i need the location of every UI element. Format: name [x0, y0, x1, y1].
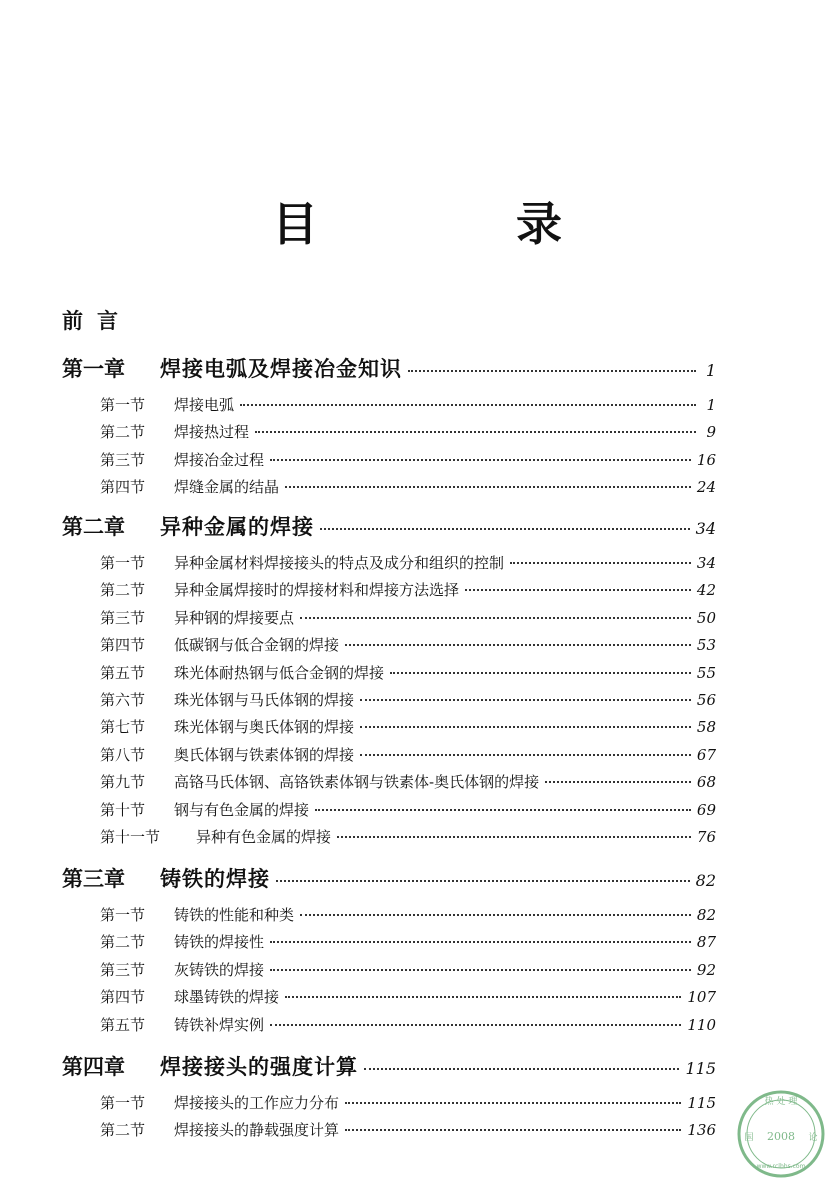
dot-leader: [465, 589, 691, 591]
page-number: 87: [696, 933, 716, 951]
section-entry[interactable]: [100, 476, 716, 498]
page-number: 76: [696, 828, 716, 846]
dot-leader: [300, 914, 691, 916]
dot-leader: [408, 370, 696, 372]
section-number: 第二节: [100, 933, 146, 951]
section-entry[interactable]: [100, 771, 716, 793]
section-title: 珠光体耐热钢与低合金钢的焊接: [174, 664, 385, 682]
svg-text:论: 论: [808, 1133, 818, 1143]
page-number: 82: [696, 906, 716, 924]
section-title: 奥氏体钢与铁素体钢的焊接: [174, 746, 355, 764]
chapter-title: 焊接接头的强度计算: [160, 1055, 358, 1079]
dot-leader: [510, 562, 691, 564]
dot-leader: [345, 1129, 681, 1131]
dot-leader: [320, 528, 690, 530]
section-entry[interactable]: [100, 607, 716, 629]
section-title: 焊接热过程: [174, 423, 250, 441]
page-title: 目 录: [272, 197, 638, 251]
svg-text:www.rclbbs.com: www.rclbbs.com: [756, 1163, 806, 1170]
chapter-number: 第二章: [62, 515, 125, 539]
dot-leader: [545, 781, 691, 783]
section-entry[interactable]: [100, 904, 716, 926]
section-number: 第三节: [100, 609, 146, 627]
section-title: 焊接接头的工作应力分布: [174, 1094, 340, 1112]
chapter-title: 铸铁的焊接: [160, 867, 270, 891]
page-number: 34: [696, 554, 716, 572]
page-number: 115: [685, 1059, 716, 1078]
chapter-number: 第三章: [62, 867, 125, 891]
section-entry[interactable]: [100, 689, 716, 711]
page-number: 55: [696, 664, 716, 682]
dot-leader: [285, 486, 691, 488]
section-number: 第四节: [100, 988, 146, 1006]
dot-leader: [270, 1024, 681, 1026]
section-number: 第一节: [100, 906, 146, 924]
section-title: 珠光体钢与马氏体钢的焊接: [174, 691, 355, 709]
dot-leader: [270, 459, 691, 461]
section-entry[interactable]: [100, 394, 716, 416]
page-number: 68: [696, 773, 716, 791]
page-number: 1: [706, 396, 716, 414]
section-number: 第一节: [100, 1094, 146, 1112]
page-number: 92: [696, 961, 716, 979]
page-number: 50: [696, 609, 716, 627]
dot-leader: [270, 969, 691, 971]
section-entry[interactable]: [100, 716, 716, 738]
dot-leader: [255, 431, 696, 433]
section-entry[interactable]: [100, 579, 716, 601]
section-title: 焊接冶金过程: [174, 451, 265, 469]
section-title: 焊接接头的静载强度计算: [174, 1121, 340, 1139]
page-number: 107: [687, 988, 716, 1006]
section-title: 铸铁的性能和种类: [174, 906, 295, 924]
svg-text:热 处 理: 热 处 理: [764, 1097, 798, 1107]
dot-leader: [315, 809, 691, 811]
section-number: 第二节: [100, 423, 146, 441]
svg-text:2008: 2008: [767, 1130, 795, 1143]
section-title: 珠光体钢与奥氏体钢的焊接: [174, 718, 355, 736]
dot-leader: [360, 726, 691, 728]
section-number: 第七节: [100, 718, 146, 736]
section-entry[interactable]: [100, 931, 716, 953]
section-entry[interactable]: [100, 421, 716, 443]
page-number: 115: [687, 1094, 716, 1112]
section-title: 铸铁的焊接性: [174, 933, 265, 951]
dot-leader: [240, 404, 696, 406]
dot-leader: [276, 880, 690, 882]
section-number: 第一节: [100, 396, 146, 414]
chapter-entry[interactable]: [62, 354, 716, 386]
section-title: 异种有色金属的焊接: [196, 828, 332, 846]
section-entry[interactable]: [100, 986, 716, 1008]
page-number: 24: [696, 478, 716, 496]
section-number: 第二节: [100, 581, 146, 599]
section-entry[interactable]: [100, 826, 716, 848]
section-number: 第六节: [100, 691, 146, 709]
section-number: 第十一节: [100, 828, 161, 846]
chapter-title: 焊接电弧及焊接冶金知识: [160, 357, 402, 381]
page-number: 34: [695, 519, 716, 538]
page-number: 136: [687, 1121, 716, 1139]
section-title: 焊缝金属的结晶: [174, 478, 280, 496]
dot-leader: [360, 754, 691, 756]
section-number: 第八节: [100, 746, 146, 764]
dot-leader: [345, 644, 691, 646]
dot-leader: [364, 1068, 679, 1070]
dot-leader: [285, 996, 681, 998]
chapter-entry[interactable]: [62, 1052, 716, 1084]
section-number: 第三节: [100, 451, 146, 469]
section-entry[interactable]: [100, 552, 716, 574]
page-number: 16: [696, 451, 716, 469]
section-entry[interactable]: [100, 449, 716, 471]
page-number: 82: [695, 871, 716, 890]
page-number: 67: [696, 746, 716, 764]
dot-leader: [345, 1102, 681, 1104]
page-number: 56: [696, 691, 716, 709]
section-title: 球墨铸铁的焊接: [174, 988, 280, 1006]
dot-leader: [270, 941, 691, 943]
section-entry[interactable]: [100, 1092, 716, 1114]
dot-leader: [300, 617, 691, 619]
chapter-title: 异种金属的焊接: [160, 515, 314, 539]
forum-watermark-stamp: [735, 1082, 827, 1190]
section-title: 铸铁补焊实例: [174, 1016, 265, 1034]
page-number: 58: [696, 718, 716, 736]
chapter-number: 第一章: [62, 357, 125, 381]
section-entry[interactable]: [100, 744, 716, 766]
section-title: 异种金属材料焊接接头的特点及成分和组织的控制: [174, 554, 505, 572]
section-number: 第五节: [100, 664, 146, 682]
preface-entry: 前言: [62, 309, 132, 333]
section-entry[interactable]: [100, 1014, 716, 1036]
section-number: 第二节: [100, 1121, 146, 1139]
section-number: 第九节: [100, 773, 146, 791]
section-number: 第四节: [100, 478, 146, 496]
section-title: 高铬马氏体钢、高铬铁素体钢与铁素体-奥氏体钢的焊接: [174, 773, 540, 791]
section-number: 第五节: [100, 1016, 146, 1034]
page-number: 1: [705, 361, 716, 380]
section-number: 第十节: [100, 801, 146, 819]
page-number: 42: [696, 581, 716, 599]
dot-leader: [390, 672, 691, 674]
section-number: 第一节: [100, 554, 146, 572]
section-title: 灰铸铁的焊接: [174, 961, 265, 979]
chapter-entry[interactable]: [62, 512, 716, 544]
page-number: 53: [696, 636, 716, 654]
svg-text:国: 国: [744, 1133, 754, 1143]
section-title: 异种金属焊接时的焊接材料和焊接方法选择: [174, 581, 460, 599]
section-entry[interactable]: [100, 959, 716, 981]
page-number: 69: [696, 801, 716, 819]
section-entry[interactable]: [100, 799, 716, 821]
chapter-entry[interactable]: [62, 864, 716, 896]
section-number: 第三节: [100, 961, 146, 979]
section-title: 钢与有色金属的焊接: [174, 801, 310, 819]
section-entry[interactable]: [100, 634, 716, 656]
chapter-number: 第四章: [62, 1055, 125, 1079]
dot-leader: [360, 699, 691, 701]
page-number: 9: [706, 423, 716, 441]
section-title: 焊接电弧: [174, 396, 235, 414]
page-number: 110: [687, 1016, 716, 1034]
section-title: 低碳钢与低合金钢的焊接: [174, 636, 340, 654]
dot-leader: [337, 836, 691, 838]
section-title: 异种钢的焊接要点: [174, 609, 295, 627]
section-number: 第四节: [100, 636, 146, 654]
section-entry[interactable]: [100, 662, 716, 684]
section-entry[interactable]: [100, 1119, 716, 1141]
